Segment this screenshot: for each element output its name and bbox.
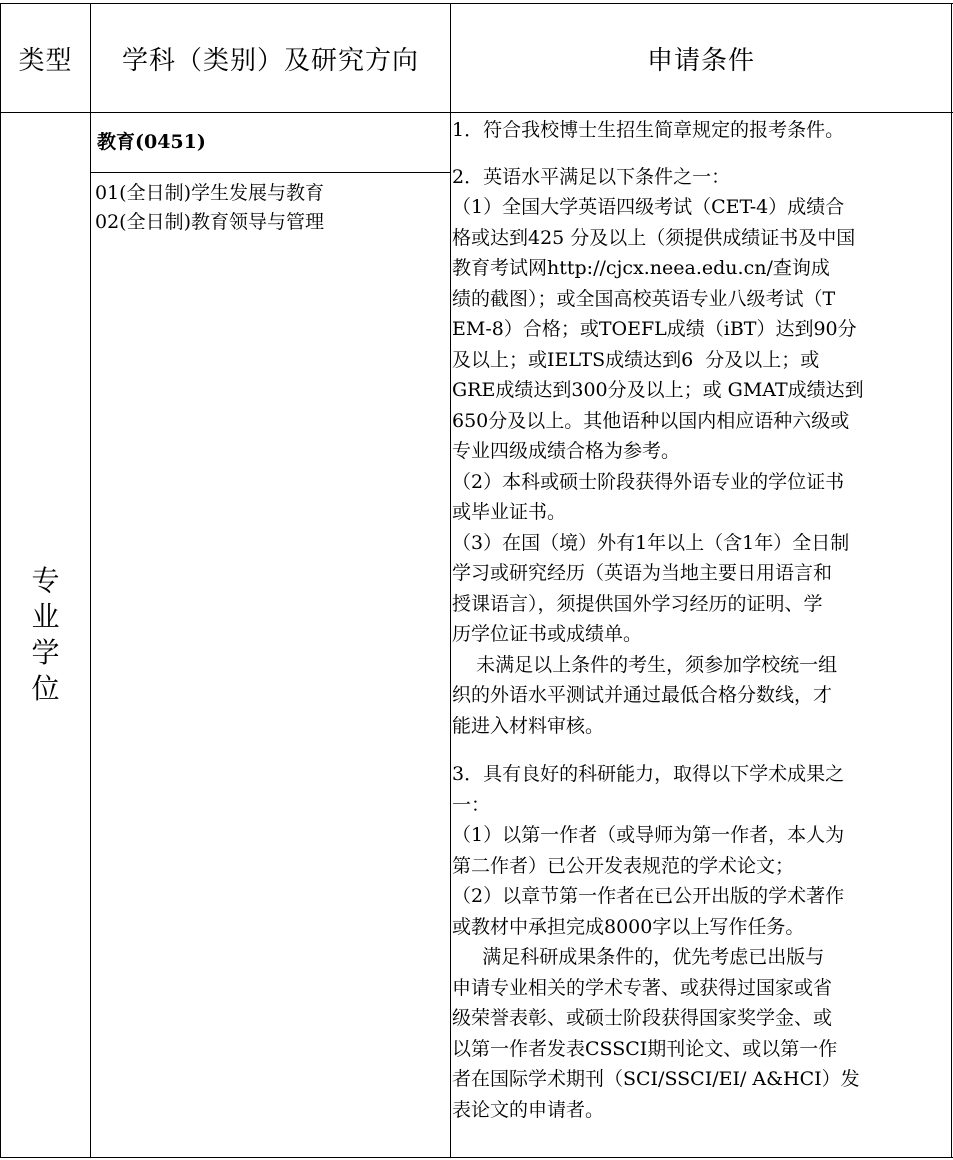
type-label: 专业学位	[31, 564, 60, 705]
condition-2-line: 未满足以上条件的考生，须参加学校统一组	[452, 653, 838, 676]
condition-3-line: 级荣誉表彰、或硕士阶段获得国家奖学金、或	[452, 1007, 833, 1029]
condition-2-line: （2）本科或硕士阶段获得外语专业的学位证书	[452, 470, 845, 493]
direction-item: 02(全日制)教育领导与管理	[95, 211, 325, 233]
condition-3-line: 以第一作者发表CSSCI期刊论文、或以第一作	[452, 1037, 838, 1060]
subject-code: 教育(0451)	[97, 131, 206, 153]
condition-3-line: 申请专业相关的学术专著、或获得过国家或省	[452, 976, 833, 999]
condition-2-line: 历学位证书或成绩单。	[452, 623, 643, 645]
condition-3-line: （1）以第一作者（或导师为第一作者，本人为	[452, 824, 845, 846]
condition-2-line: 绩的截图）；或全国高校英语专业八级考试（T	[452, 287, 836, 310]
condition-3-line: 第二作者）已公开发表规范的学术论文；	[452, 854, 795, 877]
condition-3-line: 一：	[452, 793, 491, 816]
condition-2-line: 教育考试网http://cjcx.neea.edu.cn/查询成	[452, 257, 830, 279]
direction-item: 01(全日制)学生发展与教育	[95, 182, 325, 204]
type-cell	[1, 113, 90, 1157]
condition-1: 1．符合我校博士生招生简章规定的报考条件。	[452, 119, 845, 141]
condition-2-line: 学习或研究经历（英语为当地主要日用语言和	[452, 562, 833, 584]
condition-3-line: 者在国际学术期刊（SCI/SSCI/EI/ A&HCI）发	[452, 1068, 860, 1090]
condition-2-line: 及以上；或IELTS成绩达到6 分及以上；或	[452, 348, 820, 371]
condition-3-line: 满足科研成果条件的，优先考虑已出版与	[452, 946, 825, 968]
condition-2-line: EM-8）合格；或TOEFL成绩（iBT）达到90分	[452, 318, 857, 340]
condition-2-line: 专业四级成绩合格为参考。	[452, 440, 681, 462]
column-divider-2	[450, 3, 451, 1158]
condition-2-line: （3）在国（境）外有1年以上（含1年）全日制	[452, 531, 850, 554]
condition-2-line: 格或达到425 分及以上（须提供成绩证书及中国	[452, 226, 856, 249]
header-type: 类型	[18, 45, 73, 76]
conditions-cell	[452, 115, 949, 1125]
header-subject: 学科（类别）及研究方向	[121, 45, 419, 76]
condition-2-line: 2．英语水平满足以下条件之一：	[452, 165, 731, 188]
condition-2-line: GRE成绩达到300分及以上；或 GMAT成绩达到	[452, 379, 864, 401]
condition-2-line: 授课语言），须提供国外学习经历的证明、学	[452, 592, 823, 615]
condition-3-line: 表论文的申请者。	[452, 1098, 605, 1121]
table-border-right	[951, 3, 952, 1158]
condition-3-line: 或教材中承担完成8000字以上写作任务。	[452, 915, 805, 938]
condition-2-line: 或毕业证书。	[452, 501, 567, 523]
condition-2-line: 650分及以上。其他语种以国内相应语种六级或	[452, 409, 850, 432]
condition-2-line: （1）全国大学英语四级考试（CET-4）成绩合	[452, 196, 845, 218]
condition-2-line: 织的外语水平测试并通过最低合格分数线，才	[452, 684, 833, 706]
condition-2-line: 能进入材料审核。	[452, 714, 605, 737]
table-border-bottom	[0, 1157, 953, 1158]
condition-3-line: （2）以章节第一作者在已公开出版的学术著作	[452, 885, 845, 907]
condition-3-line: 3．具有良好的科研能力，取得以下学术成果之	[452, 763, 845, 785]
subject-directions	[91, 173, 450, 237]
header-conditions: 申请条件	[646, 45, 755, 76]
